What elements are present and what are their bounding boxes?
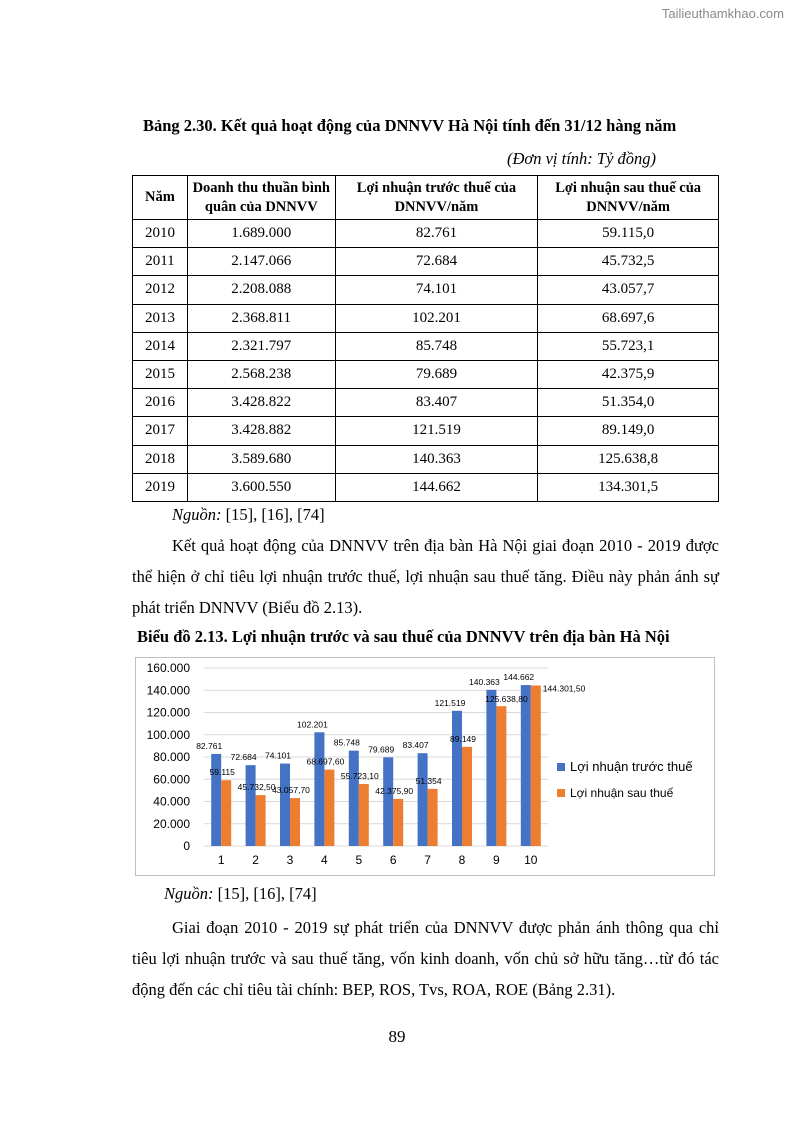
x-tick-label: 10 bbox=[524, 853, 538, 867]
cell-year: 2010 bbox=[133, 220, 188, 248]
cell-profit-after-tax: 59.115,0 bbox=[538, 220, 719, 248]
cell-revenue: 3.589.680 bbox=[187, 445, 335, 473]
x-tick-label: 3 bbox=[286, 853, 294, 867]
cell-year: 2016 bbox=[133, 389, 188, 417]
data-label: 43.057,70 bbox=[272, 785, 310, 796]
table-header-row bbox=[133, 176, 719, 220]
table-row bbox=[133, 220, 719, 248]
data-label: 51.354 bbox=[415, 775, 442, 786]
x-tick-label: 4 bbox=[321, 853, 328, 867]
cell-profit-before-tax: 82.761 bbox=[335, 220, 538, 248]
table-row bbox=[133, 304, 719, 332]
bar-after-tax bbox=[359, 784, 369, 846]
x-tick-label: 1 bbox=[217, 853, 225, 867]
y-tick-label: 80.000 bbox=[153, 750, 190, 764]
page-number: 89 bbox=[388, 1027, 406, 1046]
table-row bbox=[133, 389, 719, 417]
bar-before-tax bbox=[349, 751, 359, 846]
data-label: 102.201 bbox=[297, 719, 328, 730]
y-tick-label: 40.000 bbox=[153, 794, 190, 809]
chart-title: Biểu đồ 2.13. Lợi nhuận trước và sau thuế của DNNVV trên địa bàn Hà Nội bbox=[137, 627, 670, 646]
header-profit-after-tax: Lợi nhuận sau thuế của DNNVV/năm bbox=[538, 176, 719, 220]
cell-year: 2014 bbox=[133, 332, 188, 360]
bar-after-tax bbox=[496, 706, 506, 846]
cell-revenue: 2.368.811 bbox=[187, 304, 335, 332]
cell-year: 2015 bbox=[133, 360, 188, 388]
source-note-chart bbox=[164, 884, 317, 904]
cell-year: 2011 bbox=[133, 248, 188, 276]
cell-profit-before-tax: 83.407 bbox=[335, 389, 538, 417]
cell-revenue: 3.600.550 bbox=[187, 473, 335, 501]
data-label: 59.115 bbox=[209, 767, 235, 778]
data-label: 82.761 bbox=[196, 740, 223, 751]
cell-revenue: 2.321.797 bbox=[187, 332, 335, 360]
legend-swatch bbox=[557, 789, 565, 797]
table-row bbox=[133, 332, 719, 360]
data-label: 121.519 bbox=[434, 697, 466, 708]
data-label: 125.638,80 bbox=[485, 694, 528, 705]
cell-profit-after-tax: 55.723,1 bbox=[538, 332, 719, 360]
data-label: 79.689 bbox=[368, 744, 395, 755]
bar-after-tax bbox=[221, 780, 231, 846]
legend-swatch bbox=[557, 763, 565, 771]
legend-label: Lợi nhuận trước thuế bbox=[570, 759, 693, 774]
bar-before-tax bbox=[280, 764, 290, 846]
bar-before-tax bbox=[383, 757, 393, 846]
cell-profit-before-tax: 72.684 bbox=[335, 248, 538, 276]
legend-label: Lợi nhuận sau thuế bbox=[570, 786, 674, 800]
header-revenue: Doanh thu thuần bình quân của DNNVV bbox=[187, 176, 335, 220]
source-note-table bbox=[172, 505, 325, 525]
bar-after-tax bbox=[393, 799, 403, 846]
cell-revenue: 2.147.066 bbox=[187, 248, 335, 276]
x-tick-label: 8 bbox=[458, 853, 466, 867]
cell-revenue: 2.208.088 bbox=[187, 276, 335, 304]
header-profit-before-tax: Lợi nhuận trước thuế của DNNVV/năm bbox=[335, 176, 538, 220]
data-label: 72.684 bbox=[230, 752, 257, 763]
cell-profit-before-tax: 140.363 bbox=[335, 445, 538, 473]
table-unit: (Đơn vị tính: Tỷ đồng) bbox=[507, 149, 657, 168]
bar-before-tax bbox=[486, 690, 496, 846]
bar-after-tax bbox=[531, 685, 541, 846]
cell-profit-after-tax: 45.732,5 bbox=[538, 248, 719, 276]
x-tick-label: 7 bbox=[424, 853, 431, 867]
cell-year: 2019 bbox=[133, 473, 188, 501]
data-label: 144.301,50 bbox=[542, 683, 586, 694]
cell-profit-after-tax: 68.697,6 bbox=[538, 304, 719, 332]
cell-revenue: 3.428.882 bbox=[187, 417, 335, 445]
bar-before-tax bbox=[314, 732, 324, 846]
cell-year: 2012 bbox=[133, 276, 188, 304]
y-tick-label: 120.000 bbox=[146, 705, 190, 720]
data-label: 68.697,60 bbox=[306, 756, 345, 767]
table-row bbox=[133, 248, 719, 276]
cell-profit-before-tax: 74.101 bbox=[335, 276, 538, 304]
cell-profit-before-tax: 144.662 bbox=[335, 473, 538, 501]
bar-before-tax bbox=[521, 685, 531, 846]
bar-before-tax bbox=[418, 753, 428, 846]
table-row bbox=[133, 445, 719, 473]
cell-revenue: 3.428.822 bbox=[187, 389, 335, 417]
data-label: 83.407 bbox=[402, 740, 429, 751]
cell-profit-after-tax: 125.638,8 bbox=[538, 445, 719, 473]
x-tick-label: 6 bbox=[389, 853, 397, 867]
cell-profit-before-tax: 79.689 bbox=[335, 360, 538, 388]
data-label: 144.662 bbox=[503, 672, 535, 683]
cell-profit-after-tax: 43.057,7 bbox=[538, 276, 719, 304]
source-label: Nguồn: bbox=[172, 505, 222, 524]
table-row bbox=[133, 276, 719, 304]
paragraph-development: Giai đoạn 2010 - 2019 sự phát triển của DNNVV được phản ánh thông qua chỉ tiêu lợi nhuận trước và sau thuế tăng, vốn kinh doanh, vốn chủ sở hữu tăng…từ đó tác động đến các chỉ tiêu tài chính: BEP, ROS, Tvs, ROA, ROE (Bảng 2.31). bbox=[132, 918, 719, 999]
cell-revenue: 2.568.238 bbox=[187, 360, 335, 388]
bar-after-tax bbox=[256, 795, 266, 846]
bar-before-tax bbox=[452, 711, 462, 846]
y-tick-label: 160.000 bbox=[146, 661, 190, 675]
data-label: 42.375,90 bbox=[375, 785, 414, 796]
data-label: 89.149 bbox=[450, 733, 476, 744]
results-table bbox=[132, 175, 719, 502]
cell-year: 2013 bbox=[133, 304, 188, 332]
y-tick-label: 60.000 bbox=[153, 772, 190, 787]
bar-before-tax bbox=[246, 765, 256, 846]
table-row bbox=[133, 473, 719, 501]
cell-year: 2017 bbox=[133, 417, 188, 445]
cell-revenue: 1.689.000 bbox=[187, 220, 335, 248]
cell-profit-before-tax: 102.201 bbox=[335, 304, 538, 332]
header-year: Năm bbox=[133, 176, 188, 220]
table-title: Bảng 2.30. Kết quả hoạt động của DNNVV Hà Nội tính đến 31/12 hàng năm bbox=[143, 116, 677, 135]
source-refs: [15], [16], [74] bbox=[213, 884, 317, 903]
chart-container bbox=[135, 657, 715, 876]
bar-after-tax bbox=[290, 798, 300, 846]
paragraph-results: Kết quả hoạt động của DNNVV trên địa bàn Hà Nội giai đoạn 2010 - 2019 được thể hiện ở chỉ tiêu lợi nhuận trước thuế, lợi nhuận sau thuế tăng. Điều này phản ánh sự phát triển DNNVV (Biểu đồ 2.13). bbox=[132, 536, 719, 617]
cell-profit-after-tax: 134.301,5 bbox=[538, 473, 719, 501]
y-tick-label: 0 bbox=[183, 839, 190, 853]
profit-bar-chart bbox=[136, 658, 714, 875]
table-row bbox=[133, 417, 719, 445]
bar-after-tax bbox=[324, 770, 334, 846]
cell-profit-before-tax: 85.748 bbox=[335, 332, 538, 360]
data-label: 45.732,50 bbox=[237, 782, 276, 793]
table-row bbox=[133, 360, 719, 388]
source-refs: [15], [16], [74] bbox=[221, 505, 325, 524]
bar-after-tax bbox=[428, 789, 438, 846]
data-label: 85.748 bbox=[333, 737, 360, 748]
watermark: Tailieuthamkhao.com bbox=[661, 6, 784, 21]
x-tick-label: 5 bbox=[355, 853, 363, 867]
cell-profit-after-tax: 51.354,0 bbox=[538, 389, 719, 417]
source-label: Nguồn: bbox=[164, 884, 214, 903]
bar-after-tax bbox=[462, 747, 472, 846]
y-tick-label: 140.000 bbox=[146, 683, 190, 698]
data-label: 55.723,10 bbox=[340, 771, 379, 782]
cell-profit-after-tax: 42.375,9 bbox=[538, 360, 719, 388]
cell-profit-before-tax: 121.519 bbox=[335, 417, 538, 445]
x-tick-label: 9 bbox=[493, 853, 500, 867]
y-tick-label: 100.000 bbox=[146, 727, 190, 742]
data-label: 140.363 bbox=[469, 676, 500, 687]
cell-year: 2018 bbox=[133, 445, 188, 473]
y-tick-label: 20.000 bbox=[153, 816, 190, 831]
cell-profit-after-tax: 89.149,0 bbox=[538, 417, 719, 445]
x-tick-label: 2 bbox=[252, 853, 259, 867]
data-label: 74.101 bbox=[265, 750, 291, 761]
